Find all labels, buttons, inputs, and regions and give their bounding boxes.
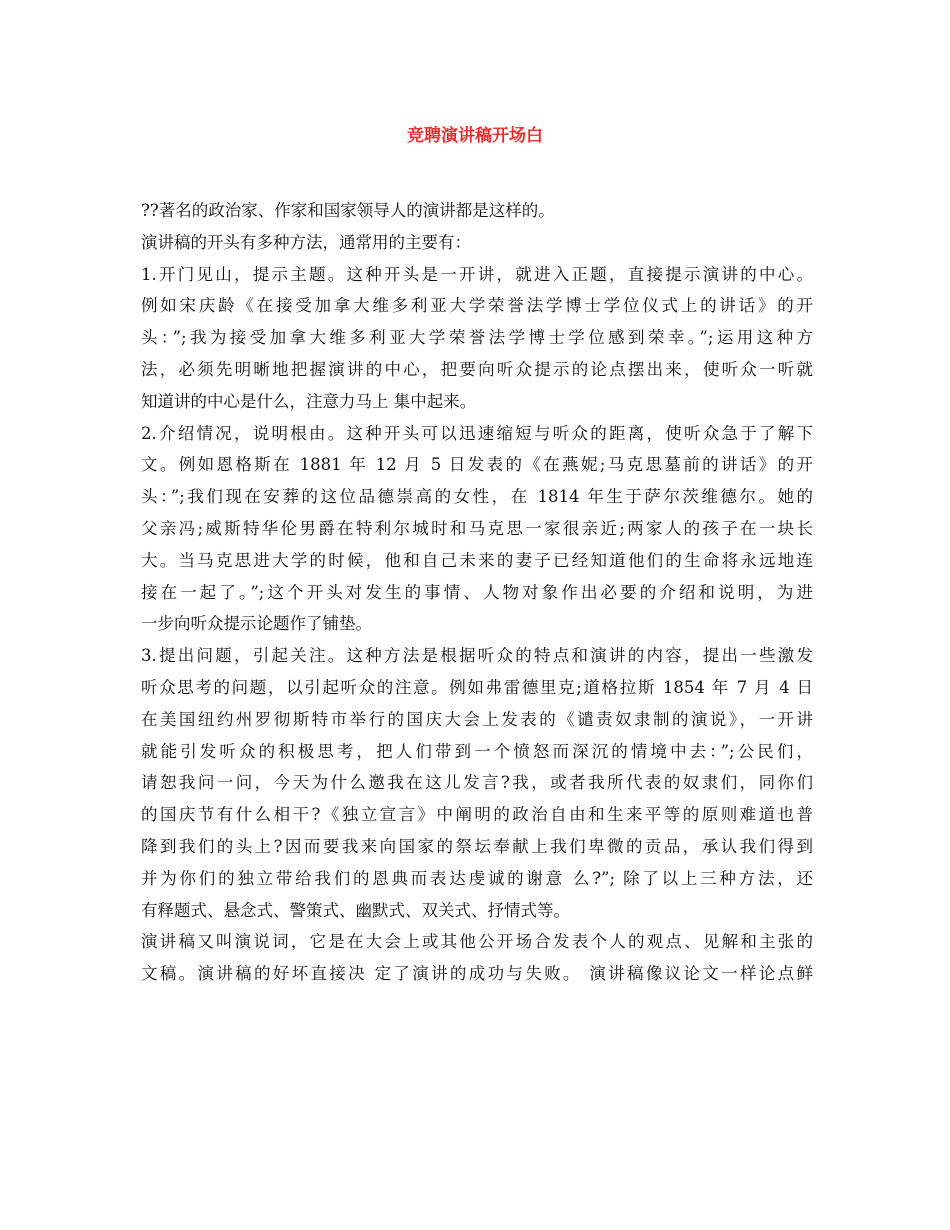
body-line: 知道讲的中心是什么，注意力马上 集中起来。 xyxy=(141,391,477,411)
body-line: 请恕我问一问，今天为什么邀我在这儿发言?我，或者我所代表的奴隶们，同你们 xyxy=(141,773,813,793)
body-line: 的国庆节有什么相干?《独立宣言》中阐明的政治自由和生来平等的原则难道也普 xyxy=(141,805,813,825)
body-line: 头：”;我为接受加拿大维多利亚大学荣誉法学博士学位感到荣幸。”;运用这种方 xyxy=(141,328,813,348)
body-line: 文稿。演讲稿的好坏直接决 定了演讲的成功与失败。 演讲稿像议论文一样论点鲜 xyxy=(141,964,813,984)
body-line: 父亲冯;威斯特华伦男爵在特利尔城时和马克思一家很亲近;两家人的孩子在一块长 xyxy=(141,518,813,538)
body-line: 降到我们的头上?因而要我来向国家的祭坛奉献上我们卑微的贡品，承认我们得到 xyxy=(141,836,813,856)
body-line: 就能引发听众的积极思考，把人们带到一个愤怒而深沉的情境中去：”;公民们， xyxy=(141,741,813,761)
body-line: 大。当马克思进大学的时候，他和自己未来的妻子已经知道他们的生命将永远地连 xyxy=(141,550,813,570)
document-title: 竞聘演讲稿开场白 xyxy=(407,126,543,146)
body-line: 接在一起了。”;这个开头对发生的事情、人物对象作出必要的介绍和说明，为进 xyxy=(141,582,813,602)
body-line: 演讲稿的开头有多种方法，通常用的主要有： xyxy=(141,232,471,252)
body-line: 法，必须先明晰地把握演讲的中心，把要向听众提示的论点摆出来，使听众一听就 xyxy=(141,359,813,379)
body-line: ??著名的政治家、作家和国家领导人的演讲都是这样的。 xyxy=(141,201,555,220)
body-line: 3.提出问题，引起关注。这种方法是根据听众的特点和演讲的内容，提出一些激发 xyxy=(141,646,813,666)
document-body xyxy=(141,195,813,990)
body-line: 并为你们的独立带给我们的恩典而表达虔诚的谢意 么?”; 除了以上三种方法，还 xyxy=(141,868,813,888)
body-line: 文。例如恩格斯在 1881 年 12 月 5 日发表的《在燕妮;马克思墓前的讲话》的开 xyxy=(141,455,813,475)
body-line: 一步向听众提示论题作了铺垫。 xyxy=(141,614,372,634)
body-line: 听众思考的问题，以引起听众的注意。例如弗雷德里克;道格拉斯 1854 年 7 月 4 日 xyxy=(141,677,813,697)
body-line: 在美国纽约州罗彻斯特市举行的国庆大会上发表的《谴责奴隶制的演说》，一开讲 xyxy=(141,709,813,729)
body-line: 1.开门见山，提示主题。这种开头是一开讲，就进入正题，直接提示演讲的中心。 xyxy=(141,264,813,284)
body-line: 演讲稿又叫演说词，它是在大会上或其他公开场合发表个人的观点、见解和主张的 xyxy=(141,932,813,952)
body-line: 例如宋庆龄《在接受加拿大维多利亚大学荣誉法学博士学位仪式上的讲话》的开 xyxy=(141,296,813,316)
body-line: 头：”;我们现在安葬的这位品德崇高的女性，在 1814 年生于萨尔茨维德尔。她的 xyxy=(141,487,813,507)
body-line: 2.介绍情况，说明根由。这种开头可以迅速缩短与听众的距离，使听众急于了解下 xyxy=(141,423,813,443)
body-line: 有释题式、悬念式、警策式、幽默式、双关式、抒情式等。 xyxy=(141,900,570,920)
